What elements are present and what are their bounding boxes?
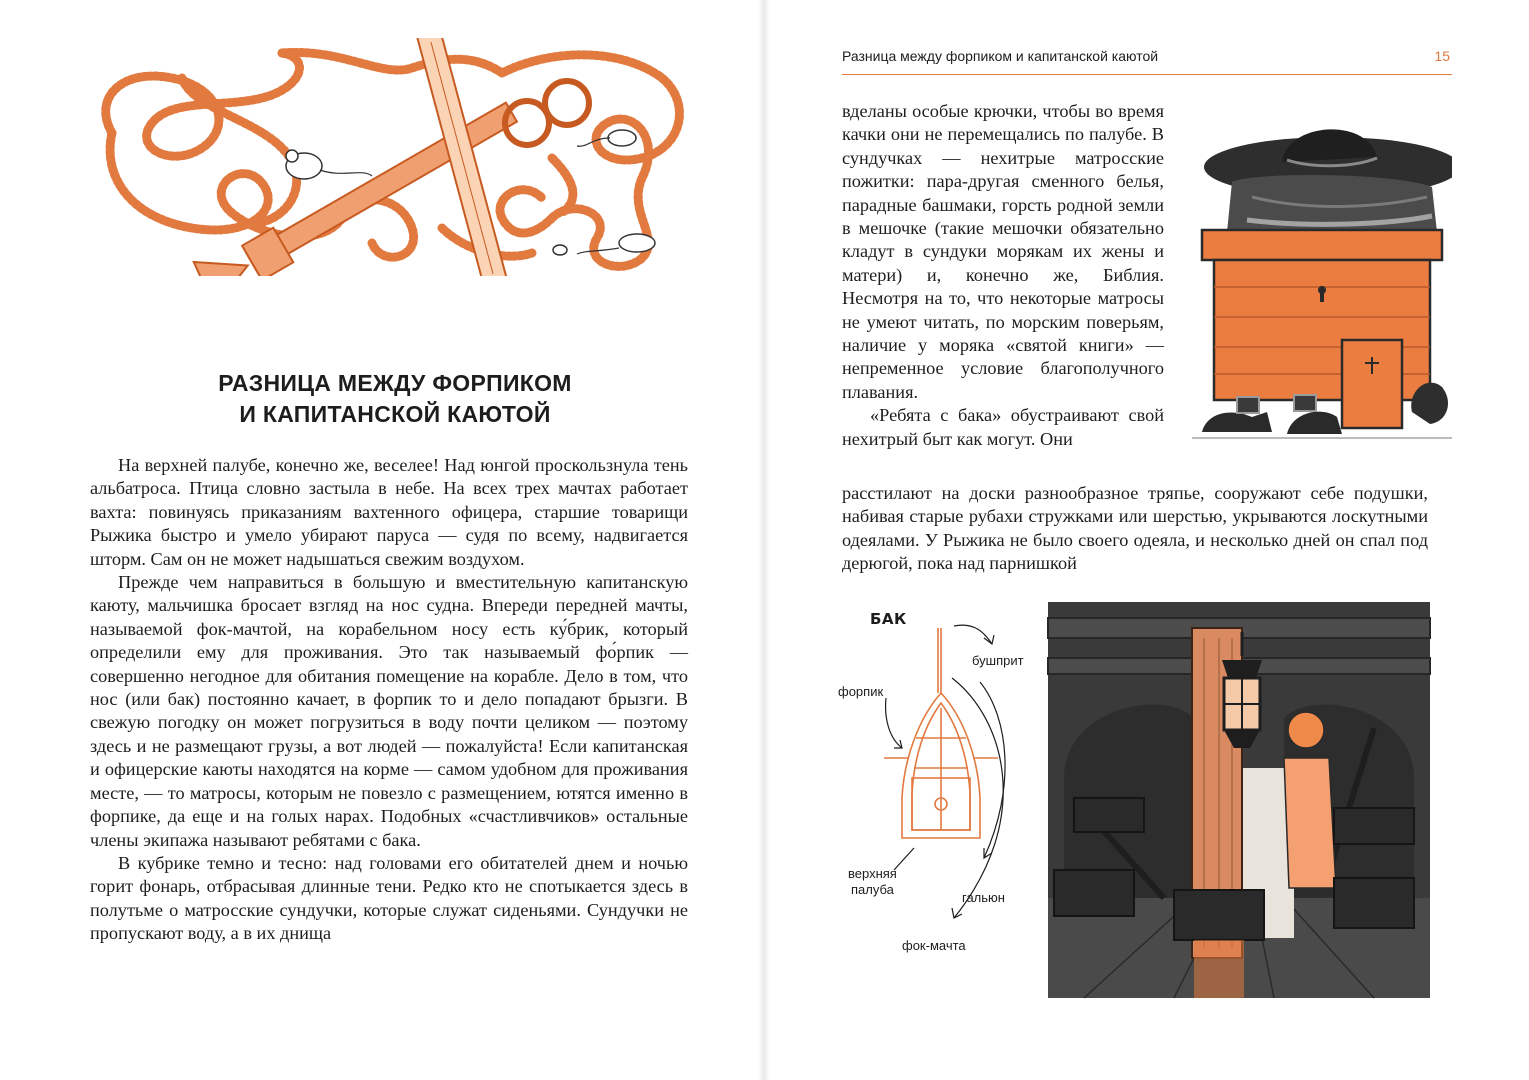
left-page [0,0,764,1080]
diagram-title: БАК [870,610,907,628]
label-upper-deck-line-1: верхняя [848,866,897,881]
right-body-text-narrow [842,100,1164,451]
left-body-text [90,454,688,946]
rope-anchor-illustration [82,38,698,276]
chapter-title-line-2: И КАПИТАНСКОЙ КАЮТОЙ [239,401,551,427]
label-bowsprit: бушприт [972,653,1024,668]
right-page [764,0,1529,1080]
forecastle-scene-illustration [1044,598,1434,1002]
paragraph: «Ребята с бака» обустраивают свой нехитрый быт как могут. Они [842,405,1164,449]
header-rule [842,74,1452,75]
paragraph: На верхней палубе, конечно же, веселее! Над юнгой проскользнула тень альбатроса. Птица словно застыла в небе. На всех трех мачтах работает вахта: повинуясь приказаниям вахтенного офицера, старшие товарищи Рыжика быстро и умело убирают паруса — судя по всему, надвигается шторм. Сам он не может надышаться свежим воздухом. [90,455,688,569]
label-head: гальюн [962,890,1005,905]
chapter-title [90,368,700,430]
label-upper-deck-line-2: палуба [850,882,894,897]
paragraph: вделаны особые крючки, чтобы во время качки они не перемещались по палубе. В сундучках — нехитрые матросские пожитки: пара-другая сменного белья, парадные башмаки, горсть родной земли в мешочке (такие мешочки обязательно кладут в сундуки морякам их жены и матери) и, конечно же, Библия. Несмотря на то, что некоторые матросы не умеют читать, по морским поверьям, наличие у моряка «святой книги» — непременное условие благополучного плавания. [842,101,1164,402]
label-upper-deck [848,866,897,898]
label-foremast: фок-мачта [902,938,966,953]
page-number: 15 [1434,48,1450,64]
paragraph: расстилают на доски разнообразное тряпье, сооружают себе подушки, набивая старые рубахи стружками или шерстью, укрываются лоскутными одеялами. У Рыжика не было своего одеяла, и несколько дней он спал под дерюгой, пока над парнишкой [842,483,1428,574]
paragraph: В кубрике темно и тесно: над головами его обитателей днем и ночью горит фонарь, отбрасывая длинные тени. Редко кто не спотыкается здесь в полутьме о матросские сундучки, которые служат сиденьями. Сундучки не пропускают воду, а в их днища [90,852,688,944]
right-body-text-wide [842,482,1428,576]
sea-chest-illustration [1192,112,1452,448]
paragraph: Прежде чем направиться в большую и вместительную капитанскую каюту, мальчишка бросает взгляд на нос судна. Впереди передней мачты, называемой фок-мачтой, на корабельном носу есть ку́брик, который определили ему для проживания. Это так называемый фо́рпик — совершенно негодное для обитания помещение на корабле. Дело в том, что нос (или бак) постоянно качает, в форпик то и дело попадают брызги. В свежую погодку он может погрузиться в воду почти целиком — поэтому здесь и не размещают грузы, а вот людей — пожалуйста! Если капитанская и офицерские каюты находятся на корме — самом удобном для проживания месте, — то матросы, которым не повезло с размещением, ютятся именно в форпике, да еще и на голых нарах. Подобных «счастливчиков» остальные члены экипажа называют ребятами с бака. [90,572,688,850]
chapter-title-line-1: РАЗНИЦА МЕЖДУ ФОРПИКОМ [218,370,572,396]
running-head: Разница между форпиком и капитанской каютой [842,48,1159,64]
label-forepeak: форпик [838,684,884,699]
